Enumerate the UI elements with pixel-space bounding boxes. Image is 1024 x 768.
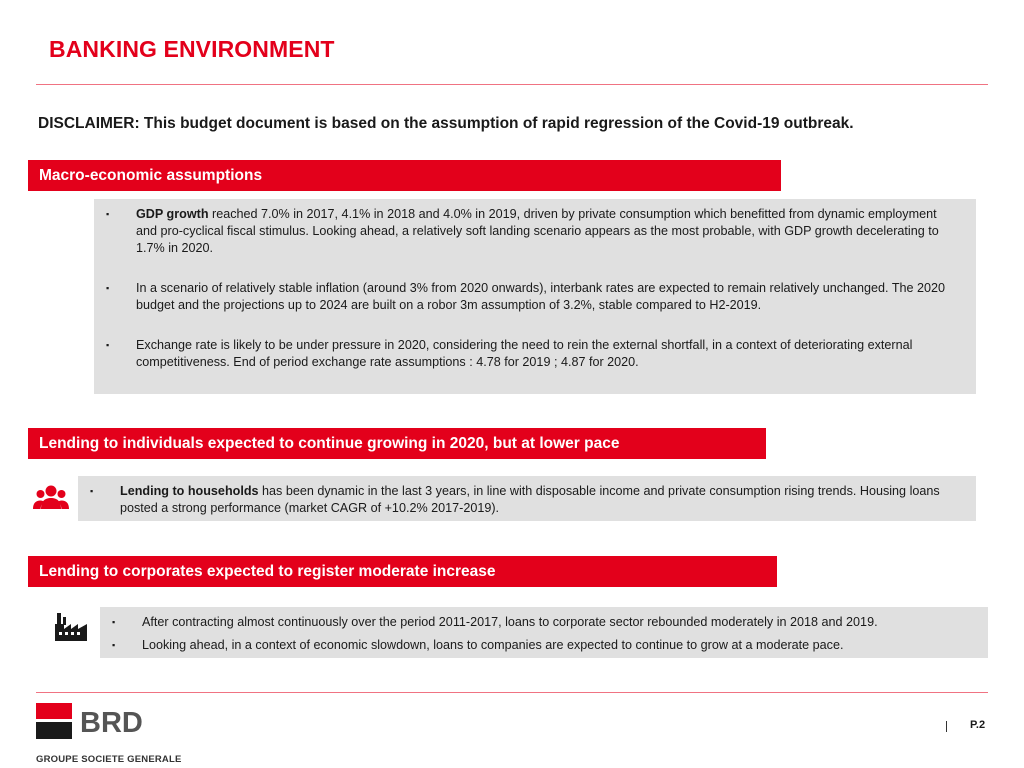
section-heading-corporates	[28, 556, 777, 587]
bullet-text: Looking ahead, in a context of economic slowdown, loans to companies are expected to continue to grow at a moderate pace.	[142, 638, 844, 652]
list-item	[100, 614, 972, 631]
list-item	[94, 337, 958, 371]
page-title: BANKING ENVIRONMENT	[49, 36, 335, 62]
bullet-marker: ▪	[106, 340, 110, 350]
bullet-text: has been dynamic in the last 3 years, in line with disposable income and private consumption rising trends. Housing loans posted a strong performance (market CAGR of +10.2% 2017-2019).	[120, 484, 940, 515]
individuals-panel	[78, 476, 976, 521]
list-item	[100, 637, 972, 654]
bullet-text: Exchange rate is likely to be under pressure in 2020, considering the need to rein the external shortfall, in a context of deteriorating external competitiveness. End of period exchange rate assumptions : 4.78 for 2019 ; 4.87 for 2020.	[136, 338, 913, 369]
header-divider	[36, 84, 988, 85]
bullet-marker: ▪	[106, 209, 110, 219]
macro-panel	[94, 199, 976, 394]
bullet-marker: ▪	[112, 617, 116, 627]
page-number: P.2	[970, 719, 986, 731]
people-icon	[33, 482, 69, 514]
list-item	[78, 483, 956, 517]
page-separator	[946, 721, 947, 732]
logo-subtitle: GROUPE SOCIETE GENERALE	[36, 754, 182, 765]
bullet-bold: GDP growth	[136, 207, 209, 221]
bullet-marker: ▪	[112, 640, 116, 650]
section-heading-macro-label: Macro-economic assumptions	[39, 166, 263, 184]
section-heading-corporates-label: Lending to corporates expected to register moderate increase	[39, 562, 496, 580]
bullet-text: In a scenario of relatively stable inflation (around 3% from 2020 onwards), interbank rates are expected to remain relatively unchanged. The 2020 budget and the projections up to 2024 are built on a robor 3m assumption of 3.2%, stable compared to H2-2019.	[136, 281, 946, 312]
bullet-marker: ▪	[106, 283, 110, 293]
bullet-text: After contracting almost continuously over the period 2011-2017, loans to corporate sector rebounded moderately in 2018 and 2019.	[142, 615, 878, 629]
section-heading-individuals	[28, 428, 766, 459]
brd-logo	[36, 703, 166, 739]
list-item	[94, 206, 958, 257]
bullet-marker: ▪	[90, 486, 94, 496]
footer-divider	[36, 692, 988, 693]
list-item	[94, 280, 958, 314]
section-heading-individuals-label: Lending to individuals expected to continue growing in 2020, but at lower pace	[39, 434, 620, 452]
section-heading-macro	[28, 160, 781, 191]
corporates-panel	[100, 607, 988, 658]
bullet-text: reached 7.0% in 2017, 4.1% in 2018 and 4.0% in 2019, driven by private consumption which benefitted from dynamic employment and pro-cyclical fiscal stimulus. Looking ahead, a relatively soft landing scenario appears as the most probable, with GDP growth decelerating to 1.7% in 2020.	[136, 207, 939, 255]
disclaimer-text: DISCLAIMER: This budget document is based on the assumption of rapid regression of the Covid-19 outbreak.	[38, 115, 854, 132]
factory-icon	[55, 611, 87, 641]
bullet-bold: Lending to households	[120, 484, 259, 498]
logo-wordmark: BRD	[80, 707, 143, 739]
